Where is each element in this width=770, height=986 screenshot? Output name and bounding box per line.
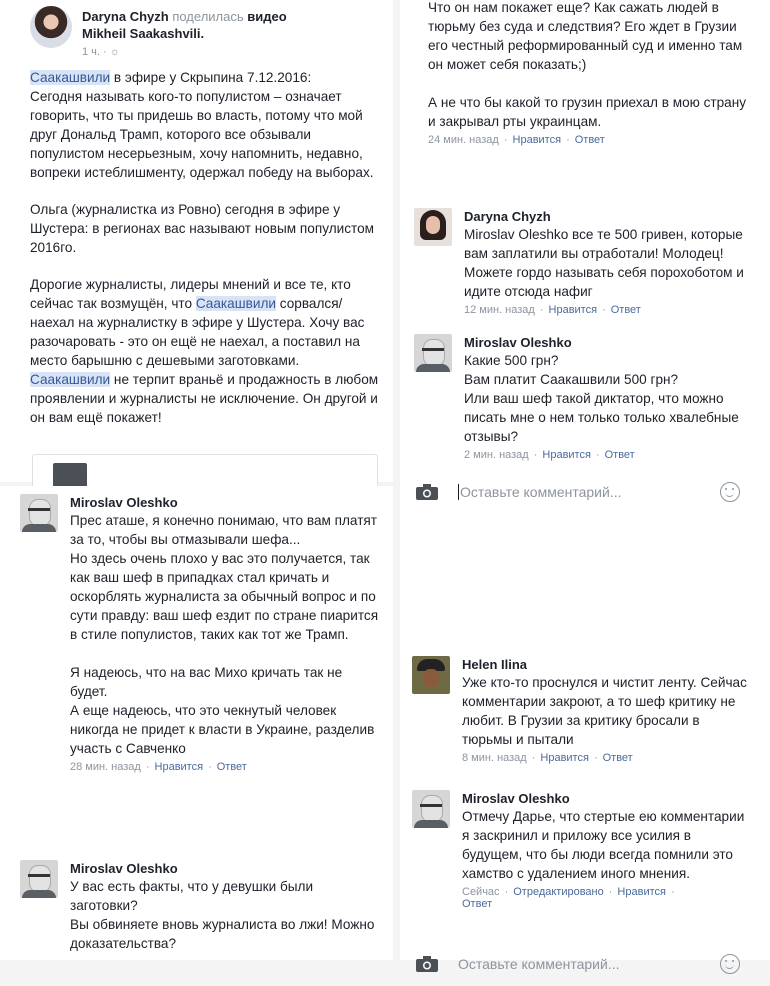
commenter-name[interactable]: Daryna Chyzh xyxy=(464,209,551,224)
comment-text: Какие 500 грн? Вам платит Саакашвили 500 грн? Или ваш шеф такой диктатор, что можно писать мне о нем только только хвалебные отзывы? xyxy=(464,353,739,444)
comment-composer xyxy=(400,946,770,986)
post-object[interactable]: видео xyxy=(247,9,287,24)
commenter-name[interactable]: Miroslav Oleshko xyxy=(462,791,570,806)
mention-link[interactable]: Саакашвили xyxy=(195,296,276,311)
reply-link[interactable]: Ответ xyxy=(216,761,247,773)
comments-panel-bottom-left xyxy=(0,486,393,960)
comment-continued xyxy=(428,0,748,146)
reply-link[interactable]: Ответ xyxy=(610,304,641,316)
like-link[interactable]: Нравится xyxy=(548,304,598,316)
comment-time[interactable]: 12 мин. назад xyxy=(464,304,535,316)
comment-input[interactable]: Оставьте комментарий... xyxy=(460,484,622,500)
post-author-name[interactable]: Daryna Chyzh xyxy=(82,9,169,24)
comment-meta: 8 мин. назад · Нравится · Ответ xyxy=(462,752,633,764)
comment-time[interactable]: 24 мин. назад xyxy=(428,134,499,146)
comment-text: У вас есть факты, что у девушки были заготовки? Вы обвиняете вновь журналиста во лжи! Можно доказательства? xyxy=(70,879,375,951)
commenter-name[interactable]: Miroslav Oleshko xyxy=(464,335,572,350)
post-target-page[interactable]: Mikheil Saakashvili. xyxy=(82,26,205,41)
like-link[interactable]: Нравится xyxy=(617,886,666,898)
reply-link[interactable]: Ответ xyxy=(462,898,493,910)
mention-link[interactable]: Саакашвили xyxy=(30,70,111,85)
commenter-name[interactable]: Helen Ilina xyxy=(462,657,528,672)
reply-link[interactable]: Ответ xyxy=(602,752,633,764)
commenter-avatar[interactable] xyxy=(414,208,452,246)
like-link[interactable]: Нравится xyxy=(540,752,589,764)
mention-link[interactable]: Саакашвили xyxy=(30,372,111,387)
comment-text: Отмечу Дарье, что стертые ею комментарии я заскринил и приложу все усилия в будущем, что бы люди всегда помнили это хамство с удалением иного мнения. xyxy=(462,809,745,881)
commenter-avatar[interactable] xyxy=(412,790,450,828)
comment-text: Miroslav Oleshko все те 500 гривен, которые вам заплатили вы отработали! Молодец! Можете гордо называть себя порохоботом и идите отсюда нафиг xyxy=(464,227,744,299)
comments-panel-bottom-right xyxy=(400,520,770,972)
edited-link[interactable]: Отредактировано xyxy=(513,886,604,898)
camera-icon[interactable] xyxy=(416,956,438,972)
like-link[interactable]: Нравится xyxy=(542,449,591,461)
comment-text: Уже кто-то проснулся и чистит ленту. Сейчас комментарии закроют, а то шеф критику не любит. В Грузии за критику бросали в тюрьмы и пытали xyxy=(462,675,747,747)
comment-text: Что он нам покажет еще? Как сажать людей в тюрьму без суда и следствия? Его ждет в Грузии его честный реформированный суд и именно там он может себя показать;) А не что бы какой то грузин приехал в мою страну и закрывал рты украинцам. xyxy=(428,0,747,129)
commenter-avatar[interactable] xyxy=(412,656,450,694)
commenter-avatar[interactable] xyxy=(20,494,58,532)
comment-meta: Сейчас · Отредактировано · Нравится · Ответ xyxy=(462,886,675,910)
comment-text: Прес аташе, я конечно понимаю, что вам платят за то, чтобы вы отмазывали шефа... Но здесь очень плохо у вас это получается, так как ваш шеф в припадках стал кричать и оскорблять журналиста за обычный вопрос и по сути правду: ваш шеф ездит по стране пиарится в стиле популистов, таких как тот же Трамп. Я надеюсь, что на вас Михо кричать так не будет. А еще надеюсь, что это чекнутый человек никогда не придет к власти в Украине, разделив участь с Савченко xyxy=(70,513,379,756)
post-text xyxy=(30,68,382,445)
commenter-name[interactable]: Miroslav Oleshko xyxy=(70,861,178,876)
camera-icon[interactable] xyxy=(416,484,438,500)
commenter-avatar[interactable] xyxy=(20,860,58,898)
comment-input[interactable]: Оставьте комментарий... xyxy=(458,956,620,972)
reply-link[interactable]: Ответ xyxy=(604,449,635,461)
comment-meta: 28 мин. назад · Нравится · Ответ xyxy=(70,761,247,773)
like-link[interactable]: Нравится xyxy=(154,761,204,773)
post-time[interactable]: 1 ч. xyxy=(82,46,100,58)
emoji-icon[interactable] xyxy=(720,482,740,502)
comment-time[interactable]: 28 мин. назад xyxy=(70,761,141,773)
comments-panel-top-right xyxy=(400,0,770,520)
comment-time[interactable]: 2 мин. назад xyxy=(464,449,529,461)
comment-meta: 24 мин. назад · Нравится · Ответ xyxy=(428,134,605,146)
comment-meta: 12 мин. назад · Нравится · Ответ xyxy=(464,304,641,316)
commenter-avatar[interactable] xyxy=(414,334,452,372)
author-avatar[interactable] xyxy=(30,6,72,48)
post-meta: 1 ч. · ☼ xyxy=(82,46,120,58)
commenter-name[interactable]: Miroslav Oleshko xyxy=(70,495,178,510)
comment-meta: 2 мин. назад · Нравится · Ответ xyxy=(464,449,635,461)
emoji-icon[interactable] xyxy=(720,954,740,974)
like-link[interactable]: Нравится xyxy=(512,134,562,146)
post-header xyxy=(30,6,380,62)
post-paragraph-1: Саакашвили в эфире у Скрыпина 7.12.2016: Сегодня называть кого-то популистом – означает говорить, что ты придешь во власть, потому что мой друг Дональд Трамп, которого все обзывали популистом несерьезным, хочу напомнить, недавно, вопреки истеблишменту, одержал победу на выборах. xyxy=(30,70,374,180)
comment-composer xyxy=(400,474,770,514)
post-action: поделилась xyxy=(172,9,244,24)
reply-link[interactable]: Ответ xyxy=(574,134,605,146)
post-panel xyxy=(0,0,393,482)
post-author-line xyxy=(82,8,382,42)
comment-time[interactable]: 8 мин. назад xyxy=(462,752,527,764)
globe-icon: ☼ xyxy=(109,46,120,58)
post-paragraph-2: Ольга (журналистка из Ровно) сегодня в эфире у Шустера: в регионах вас называют новым популистом 2016го. xyxy=(30,202,374,255)
comment-time[interactable]: Сейчас xyxy=(462,886,500,898)
post-paragraph-3: Дорогие журналисты, лидеры мнений и все те, кто сейчас так возмущён, что Саакашвили сорвался/наехал на журналистку в эфире у Шустера. Хочу вас разочаровать - это он ещё не наехал, а поставил на место барышню с дешевыми заготовками. Саакашвили не терпит враньё и продажность в любом проявлении и журналисты не исключение. Он другой и он вам ещё покажет! xyxy=(30,277,379,425)
